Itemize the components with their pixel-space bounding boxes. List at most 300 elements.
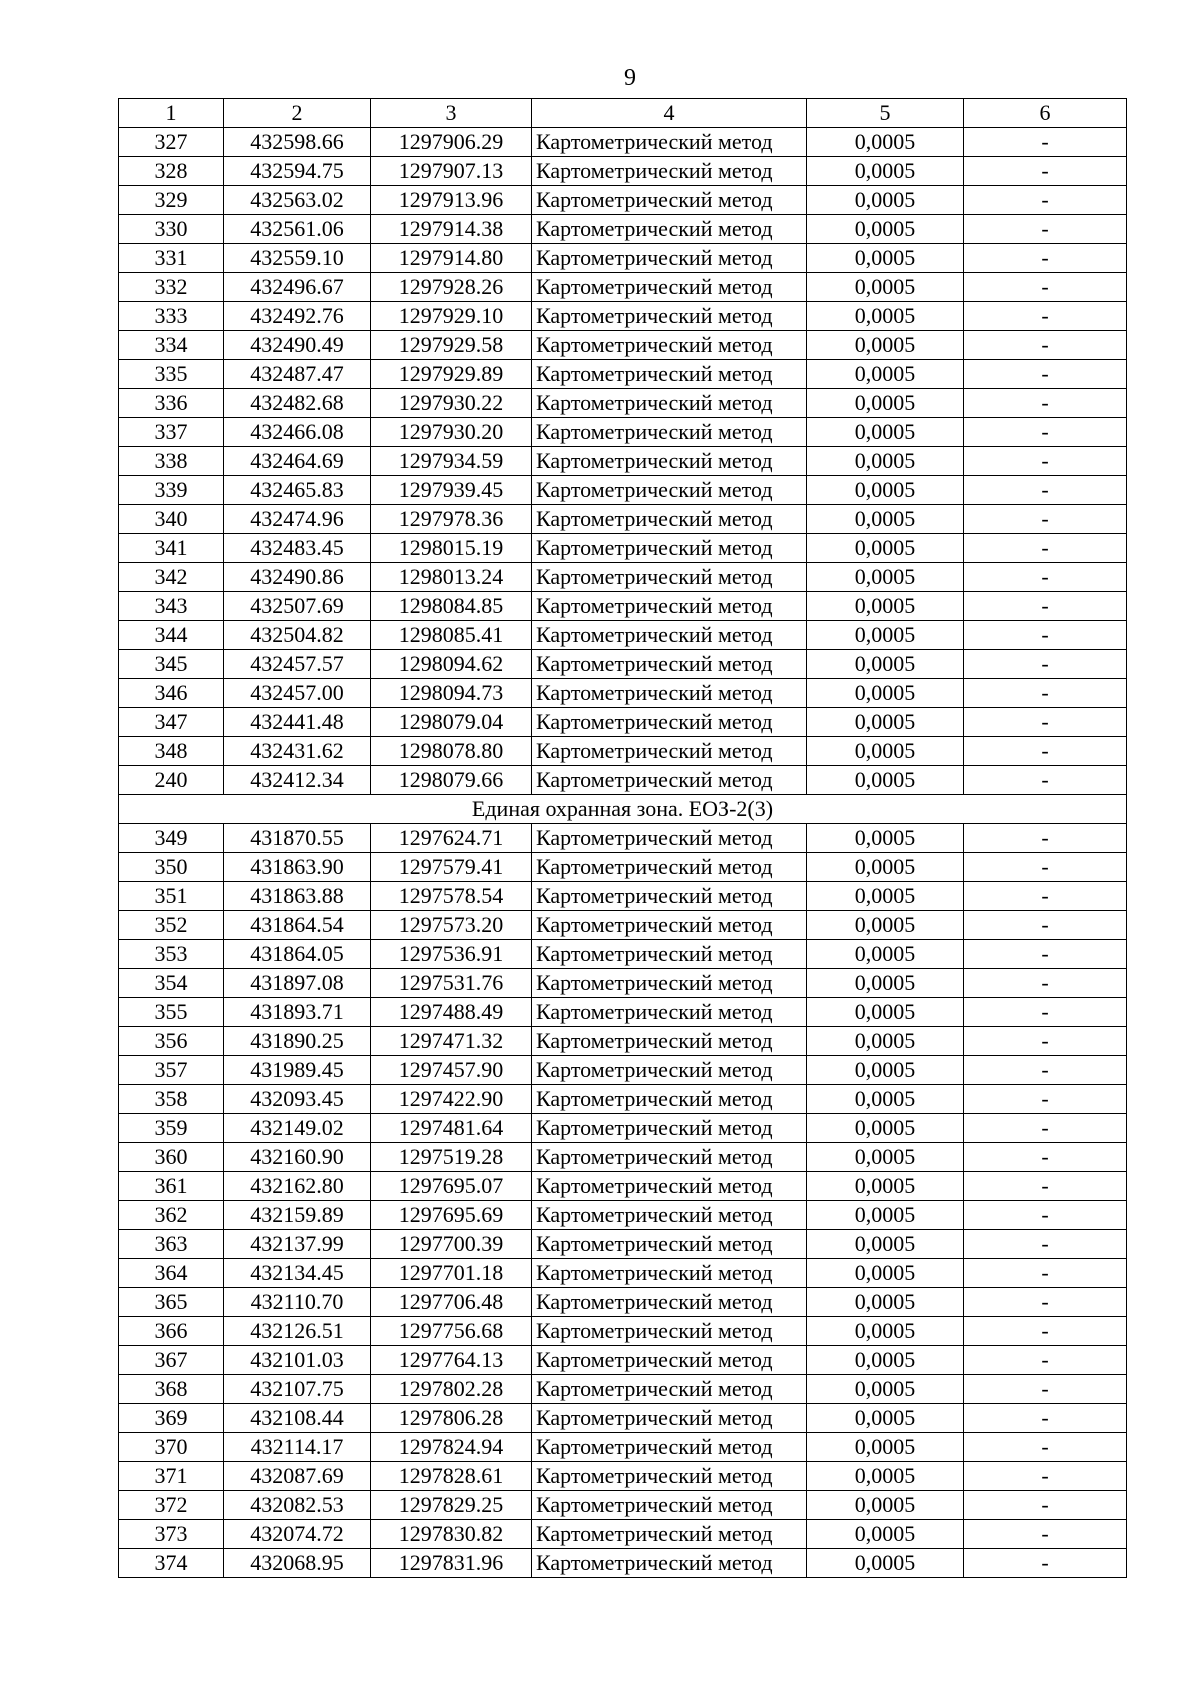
method-cell: Картометрический метод xyxy=(532,447,807,476)
accuracy-cell: 0,0005 xyxy=(807,1172,964,1201)
table-row xyxy=(119,331,1127,360)
x-coordinate-cell: 432162.80 xyxy=(224,1172,371,1201)
point-number-cell: 374 xyxy=(119,1549,224,1578)
description-cell: - xyxy=(964,389,1127,418)
y-coordinate-cell: 1297481.64 xyxy=(371,1114,532,1143)
point-number-cell: 332 xyxy=(119,273,224,302)
accuracy-cell: 0,0005 xyxy=(807,824,964,853)
accuracy-cell: 0,0005 xyxy=(807,853,964,882)
method-cell: Картометрический метод xyxy=(532,969,807,998)
method-cell: Картометрический метод xyxy=(532,1172,807,1201)
table-row xyxy=(119,418,1127,447)
method-cell: Картометрический метод xyxy=(532,621,807,650)
x-coordinate-cell: 432082.53 xyxy=(224,1491,371,1520)
accuracy-cell: 0,0005 xyxy=(807,737,964,766)
method-cell: Картометрический метод xyxy=(532,215,807,244)
description-cell: - xyxy=(964,447,1127,476)
accuracy-cell: 0,0005 xyxy=(807,1143,964,1172)
method-cell: Картометрический метод xyxy=(532,679,807,708)
accuracy-cell: 0,0005 xyxy=(807,1230,964,1259)
table-row xyxy=(119,534,1127,563)
method-cell: Картометрический метод xyxy=(532,331,807,360)
table-row xyxy=(119,215,1127,244)
method-cell: Картометрический метод xyxy=(532,418,807,447)
method-cell: Картометрический метод xyxy=(532,128,807,157)
table-row xyxy=(119,186,1127,215)
x-coordinate-cell: 432114.17 xyxy=(224,1433,371,1462)
method-cell: Картометрический метод xyxy=(532,476,807,505)
table-row xyxy=(119,360,1127,389)
point-number-cell: 349 xyxy=(119,824,224,853)
point-number-cell: 344 xyxy=(119,621,224,650)
point-number-cell: 329 xyxy=(119,186,224,215)
method-cell: Картометрический метод xyxy=(532,1114,807,1143)
x-coordinate-cell: 432441.48 xyxy=(224,708,371,737)
y-coordinate-cell: 1297578.54 xyxy=(371,882,532,911)
x-coordinate-cell: 432490.86 xyxy=(224,563,371,592)
method-cell: Картометрический метод xyxy=(532,853,807,882)
point-number-cell: 358 xyxy=(119,1085,224,1114)
x-coordinate-cell: 432559.10 xyxy=(224,244,371,273)
method-cell: Картометрический метод xyxy=(532,1230,807,1259)
table-row xyxy=(119,882,1127,911)
y-coordinate-cell: 1298084.85 xyxy=(371,592,532,621)
description-cell: - xyxy=(964,1317,1127,1346)
x-coordinate-cell: 432563.02 xyxy=(224,186,371,215)
method-cell: Картометрический метод xyxy=(532,157,807,186)
description-cell: - xyxy=(964,621,1127,650)
description-cell: - xyxy=(964,1085,1127,1114)
description-cell: - xyxy=(964,592,1127,621)
table-row xyxy=(119,1520,1127,1549)
description-cell: - xyxy=(964,650,1127,679)
table-row xyxy=(119,679,1127,708)
accuracy-cell: 0,0005 xyxy=(807,1259,964,1288)
point-number-cell: 342 xyxy=(119,563,224,592)
point-number-cell: 368 xyxy=(119,1375,224,1404)
table-row xyxy=(119,766,1127,795)
description-cell: - xyxy=(964,1259,1127,1288)
x-coordinate-cell: 432068.95 xyxy=(224,1549,371,1578)
point-number-cell: 334 xyxy=(119,331,224,360)
description-cell: - xyxy=(964,476,1127,505)
method-cell: Картометрический метод xyxy=(532,824,807,853)
y-coordinate-cell: 1297624.71 xyxy=(371,824,532,853)
accuracy-cell: 0,0005 xyxy=(807,128,964,157)
point-number-cell: 369 xyxy=(119,1404,224,1433)
method-cell: Картометрический метод xyxy=(532,1346,807,1375)
accuracy-cell: 0,0005 xyxy=(807,1375,964,1404)
x-coordinate-cell: 432466.08 xyxy=(224,418,371,447)
accuracy-cell: 0,0005 xyxy=(807,940,964,969)
y-coordinate-cell: 1297488.49 xyxy=(371,998,532,1027)
description-cell: - xyxy=(964,1462,1127,1491)
point-number-cell: 372 xyxy=(119,1491,224,1520)
y-coordinate-cell: 1297764.13 xyxy=(371,1346,532,1375)
accuracy-cell: 0,0005 xyxy=(807,1549,964,1578)
section-title: Единая охранная зона. ЕОЗ-2(3) xyxy=(119,795,1127,824)
y-coordinate-cell: 1297934.59 xyxy=(371,447,532,476)
method-cell: Картометрический метод xyxy=(532,1433,807,1462)
point-number-cell: 352 xyxy=(119,911,224,940)
point-number-cell: 361 xyxy=(119,1172,224,1201)
accuracy-cell: 0,0005 xyxy=(807,215,964,244)
description-cell: - xyxy=(964,331,1127,360)
y-coordinate-cell: 1298078.80 xyxy=(371,737,532,766)
method-cell: Картометрический метод xyxy=(532,737,807,766)
method-cell: Картометрический метод xyxy=(532,1462,807,1491)
point-number-cell: 353 xyxy=(119,940,224,969)
header-cell-6: 6 xyxy=(964,99,1127,128)
description-cell: - xyxy=(964,1346,1127,1375)
table-row xyxy=(119,621,1127,650)
y-coordinate-cell: 1298094.73 xyxy=(371,679,532,708)
table-row xyxy=(119,1056,1127,1085)
y-coordinate-cell: 1297579.41 xyxy=(371,853,532,882)
point-number-cell: 362 xyxy=(119,1201,224,1230)
table-row xyxy=(119,1230,1127,1259)
table-row xyxy=(119,157,1127,186)
accuracy-cell: 0,0005 xyxy=(807,1288,964,1317)
method-cell: Картометрический метод xyxy=(532,1549,807,1578)
x-coordinate-cell: 432134.45 xyxy=(224,1259,371,1288)
point-number-cell: 331 xyxy=(119,244,224,273)
x-coordinate-cell: 432483.45 xyxy=(224,534,371,563)
y-coordinate-cell: 1298013.24 xyxy=(371,563,532,592)
y-coordinate-cell: 1298079.04 xyxy=(371,708,532,737)
accuracy-cell: 0,0005 xyxy=(807,679,964,708)
accuracy-cell: 0,0005 xyxy=(807,1462,964,1491)
table-row xyxy=(119,563,1127,592)
description-cell: - xyxy=(964,1027,1127,1056)
page-number: 9 xyxy=(624,65,636,91)
point-number-cell: 337 xyxy=(119,418,224,447)
table-row xyxy=(119,389,1127,418)
accuracy-cell: 0,0005 xyxy=(807,447,964,476)
description-cell: - xyxy=(964,911,1127,940)
x-coordinate-cell: 431863.90 xyxy=(224,853,371,882)
method-cell: Картометрический метод xyxy=(532,1259,807,1288)
description-cell: - xyxy=(964,1172,1127,1201)
description-cell: - xyxy=(964,969,1127,998)
x-coordinate-cell: 432126.51 xyxy=(224,1317,371,1346)
x-coordinate-cell: 432107.75 xyxy=(224,1375,371,1404)
y-coordinate-cell: 1297706.48 xyxy=(371,1288,532,1317)
description-cell: - xyxy=(964,1288,1127,1317)
accuracy-cell: 0,0005 xyxy=(807,1201,964,1230)
point-number-cell: 365 xyxy=(119,1288,224,1317)
x-coordinate-cell: 432598.66 xyxy=(224,128,371,157)
y-coordinate-cell: 1298085.41 xyxy=(371,621,532,650)
table-row xyxy=(119,273,1127,302)
accuracy-cell: 0,0005 xyxy=(807,273,964,302)
table-row xyxy=(119,650,1127,679)
accuracy-cell: 0,0005 xyxy=(807,389,964,418)
y-coordinate-cell: 1297830.82 xyxy=(371,1520,532,1549)
y-coordinate-cell: 1297824.94 xyxy=(371,1433,532,1462)
point-number-cell: 330 xyxy=(119,215,224,244)
table-row xyxy=(119,737,1127,766)
accuracy-cell: 0,0005 xyxy=(807,331,964,360)
table-row xyxy=(119,592,1127,621)
method-cell: Картометрический метод xyxy=(532,1201,807,1230)
point-number-cell: 371 xyxy=(119,1462,224,1491)
x-coordinate-cell: 432561.06 xyxy=(224,215,371,244)
accuracy-cell: 0,0005 xyxy=(807,1404,964,1433)
x-coordinate-cell: 432474.96 xyxy=(224,505,371,534)
point-number-cell: 373 xyxy=(119,1520,224,1549)
x-coordinate-cell: 432431.62 xyxy=(224,737,371,766)
description-cell: - xyxy=(964,853,1127,882)
point-number-cell: 355 xyxy=(119,998,224,1027)
y-coordinate-cell: 1297914.38 xyxy=(371,215,532,244)
y-coordinate-cell: 1297906.29 xyxy=(371,128,532,157)
method-cell: Картометрический метод xyxy=(532,1027,807,1056)
accuracy-cell: 0,0005 xyxy=(807,563,964,592)
method-cell: Картометрический метод xyxy=(532,1056,807,1085)
x-coordinate-cell: 431863.88 xyxy=(224,882,371,911)
accuracy-cell: 0,0005 xyxy=(807,505,964,534)
accuracy-cell: 0,0005 xyxy=(807,360,964,389)
x-coordinate-cell: 432465.83 xyxy=(224,476,371,505)
point-number-cell: 333 xyxy=(119,302,224,331)
method-cell: Картометрический метод xyxy=(532,186,807,215)
coordinates-table-body xyxy=(119,99,1127,1578)
point-number-cell: 350 xyxy=(119,853,224,882)
y-coordinate-cell: 1298079.66 xyxy=(371,766,532,795)
x-coordinate-cell: 432159.89 xyxy=(224,1201,371,1230)
x-coordinate-cell: 432507.69 xyxy=(224,592,371,621)
table-row xyxy=(119,911,1127,940)
table-row xyxy=(119,1433,1127,1462)
y-coordinate-cell: 1297471.32 xyxy=(371,1027,532,1056)
accuracy-cell: 0,0005 xyxy=(807,911,964,940)
description-cell: - xyxy=(964,1549,1127,1578)
table-row xyxy=(119,1259,1127,1288)
accuracy-cell: 0,0005 xyxy=(807,476,964,505)
x-coordinate-cell: 432412.34 xyxy=(224,766,371,795)
x-coordinate-cell: 432149.02 xyxy=(224,1114,371,1143)
point-number-cell: 346 xyxy=(119,679,224,708)
x-coordinate-cell: 432492.76 xyxy=(224,302,371,331)
x-coordinate-cell: 431864.54 xyxy=(224,911,371,940)
y-coordinate-cell: 1297422.90 xyxy=(371,1085,532,1114)
accuracy-cell: 0,0005 xyxy=(807,418,964,447)
header-cell-3: 3 xyxy=(371,99,532,128)
y-coordinate-cell: 1297531.76 xyxy=(371,969,532,998)
y-coordinate-cell: 1297457.90 xyxy=(371,1056,532,1085)
table-row xyxy=(119,1201,1127,1230)
y-coordinate-cell: 1298015.19 xyxy=(371,534,532,563)
method-cell: Картометрический метод xyxy=(532,389,807,418)
description-cell: - xyxy=(964,737,1127,766)
y-coordinate-cell: 1297939.45 xyxy=(371,476,532,505)
table-row xyxy=(119,1317,1127,1346)
x-coordinate-cell: 432108.44 xyxy=(224,1404,371,1433)
table-row xyxy=(119,1549,1127,1578)
y-coordinate-cell: 1297928.26 xyxy=(371,273,532,302)
point-number-cell: 367 xyxy=(119,1346,224,1375)
x-coordinate-cell: 431893.71 xyxy=(224,998,371,1027)
y-coordinate-cell: 1297700.39 xyxy=(371,1230,532,1259)
accuracy-cell: 0,0005 xyxy=(807,1433,964,1462)
accuracy-cell: 0,0005 xyxy=(807,1027,964,1056)
table-row xyxy=(119,940,1127,969)
description-cell: - xyxy=(964,215,1127,244)
accuracy-cell: 0,0005 xyxy=(807,302,964,331)
description-cell: - xyxy=(964,1404,1127,1433)
coordinates-table xyxy=(118,98,1127,1578)
description-cell: - xyxy=(964,1375,1127,1404)
table-row xyxy=(119,1027,1127,1056)
description-cell: - xyxy=(964,1230,1127,1259)
table-row xyxy=(119,1404,1127,1433)
method-cell: Картометрический метод xyxy=(532,534,807,563)
header-cell-4: 4 xyxy=(532,99,807,128)
point-number-cell: 364 xyxy=(119,1259,224,1288)
method-cell: Картометрический метод xyxy=(532,244,807,273)
y-coordinate-cell: 1297930.22 xyxy=(371,389,532,418)
description-cell: - xyxy=(964,708,1127,737)
accuracy-cell: 0,0005 xyxy=(807,592,964,621)
y-coordinate-cell: 1297829.25 xyxy=(371,1491,532,1520)
method-cell: Картометрический метод xyxy=(532,1491,807,1520)
description-cell: - xyxy=(964,505,1127,534)
table-row xyxy=(119,302,1127,331)
x-coordinate-cell: 432457.00 xyxy=(224,679,371,708)
point-number-cell: 340 xyxy=(119,505,224,534)
description-cell: - xyxy=(964,1056,1127,1085)
description-cell: - xyxy=(964,360,1127,389)
section-title-row xyxy=(119,795,1127,824)
point-number-cell: 339 xyxy=(119,476,224,505)
y-coordinate-cell: 1297536.91 xyxy=(371,940,532,969)
header-cell-1: 1 xyxy=(119,99,224,128)
header-row xyxy=(119,99,1127,128)
table-row xyxy=(119,708,1127,737)
x-coordinate-cell: 432594.75 xyxy=(224,157,371,186)
description-cell: - xyxy=(964,1114,1127,1143)
accuracy-cell: 0,0005 xyxy=(807,882,964,911)
point-number-cell: 341 xyxy=(119,534,224,563)
y-coordinate-cell: 1297913.96 xyxy=(371,186,532,215)
point-number-cell: 347 xyxy=(119,708,224,737)
y-coordinate-cell: 1297573.20 xyxy=(371,911,532,940)
description-cell: - xyxy=(964,1491,1127,1520)
y-coordinate-cell: 1297806.28 xyxy=(371,1404,532,1433)
description-cell: - xyxy=(964,244,1127,273)
method-cell: Картометрический метод xyxy=(532,592,807,621)
method-cell: Картометрический метод xyxy=(532,1520,807,1549)
table-row xyxy=(119,1375,1127,1404)
method-cell: Картометрический метод xyxy=(532,273,807,302)
method-cell: Картометрический метод xyxy=(532,563,807,592)
point-number-cell: 240 xyxy=(119,766,224,795)
accuracy-cell: 0,0005 xyxy=(807,1114,964,1143)
accuracy-cell: 0,0005 xyxy=(807,1317,964,1346)
point-number-cell: 335 xyxy=(119,360,224,389)
table-row xyxy=(119,1462,1127,1491)
point-number-cell: 370 xyxy=(119,1433,224,1462)
description-cell: - xyxy=(964,1433,1127,1462)
x-coordinate-cell: 432160.90 xyxy=(224,1143,371,1172)
x-coordinate-cell: 431989.45 xyxy=(224,1056,371,1085)
description-cell: - xyxy=(964,998,1127,1027)
accuracy-cell: 0,0005 xyxy=(807,621,964,650)
x-coordinate-cell: 432496.67 xyxy=(224,273,371,302)
point-number-cell: 363 xyxy=(119,1230,224,1259)
accuracy-cell: 0,0005 xyxy=(807,1520,964,1549)
description-cell: - xyxy=(964,1143,1127,1172)
description-cell: - xyxy=(964,563,1127,592)
table-row xyxy=(119,1114,1127,1143)
point-number-cell: 328 xyxy=(119,157,224,186)
accuracy-cell: 0,0005 xyxy=(807,534,964,563)
method-cell: Картометрический метод xyxy=(532,998,807,1027)
x-coordinate-cell: 432482.68 xyxy=(224,389,371,418)
description-cell: - xyxy=(964,128,1127,157)
y-coordinate-cell: 1297695.69 xyxy=(371,1201,532,1230)
description-cell: - xyxy=(964,882,1127,911)
method-cell: Картометрический метод xyxy=(532,911,807,940)
y-coordinate-cell: 1297914.80 xyxy=(371,244,532,273)
y-coordinate-cell: 1297802.28 xyxy=(371,1375,532,1404)
accuracy-cell: 0,0005 xyxy=(807,244,964,273)
x-coordinate-cell: 432457.57 xyxy=(224,650,371,679)
table-row xyxy=(119,1346,1127,1375)
description-cell: - xyxy=(964,940,1127,969)
point-number-cell: 360 xyxy=(119,1143,224,1172)
accuracy-cell: 0,0005 xyxy=(807,969,964,998)
description-cell: - xyxy=(964,534,1127,563)
y-coordinate-cell: 1297929.10 xyxy=(371,302,532,331)
table-row xyxy=(119,447,1127,476)
table-row xyxy=(119,853,1127,882)
point-number-cell: 351 xyxy=(119,882,224,911)
accuracy-cell: 0,0005 xyxy=(807,766,964,795)
x-coordinate-cell: 432137.99 xyxy=(224,1230,371,1259)
accuracy-cell: 0,0005 xyxy=(807,708,964,737)
description-cell: - xyxy=(964,273,1127,302)
description-cell: - xyxy=(964,302,1127,331)
x-coordinate-cell: 432093.45 xyxy=(224,1085,371,1114)
method-cell: Картометрический метод xyxy=(532,940,807,969)
description-cell: - xyxy=(964,766,1127,795)
x-coordinate-cell: 431864.05 xyxy=(224,940,371,969)
point-number-cell: 356 xyxy=(119,1027,224,1056)
point-number-cell: 327 xyxy=(119,128,224,157)
accuracy-cell: 0,0005 xyxy=(807,998,964,1027)
header-cell-2: 2 xyxy=(224,99,371,128)
point-number-cell: 354 xyxy=(119,969,224,998)
accuracy-cell: 0,0005 xyxy=(807,650,964,679)
method-cell: Картометрический метод xyxy=(532,1404,807,1433)
description-cell: - xyxy=(964,1201,1127,1230)
x-coordinate-cell: 432101.03 xyxy=(224,1346,371,1375)
y-coordinate-cell: 1297756.68 xyxy=(371,1317,532,1346)
table-row xyxy=(119,824,1127,853)
y-coordinate-cell: 1297828.61 xyxy=(371,1462,532,1491)
description-cell: - xyxy=(964,418,1127,447)
x-coordinate-cell: 432110.70 xyxy=(224,1288,371,1317)
x-coordinate-cell: 432074.72 xyxy=(224,1520,371,1549)
point-number-cell: 366 xyxy=(119,1317,224,1346)
y-coordinate-cell: 1297701.18 xyxy=(371,1259,532,1288)
accuracy-cell: 0,0005 xyxy=(807,1056,964,1085)
accuracy-cell: 0,0005 xyxy=(807,157,964,186)
method-cell: Картометрический метод xyxy=(532,650,807,679)
method-cell: Картометрический метод xyxy=(532,302,807,331)
